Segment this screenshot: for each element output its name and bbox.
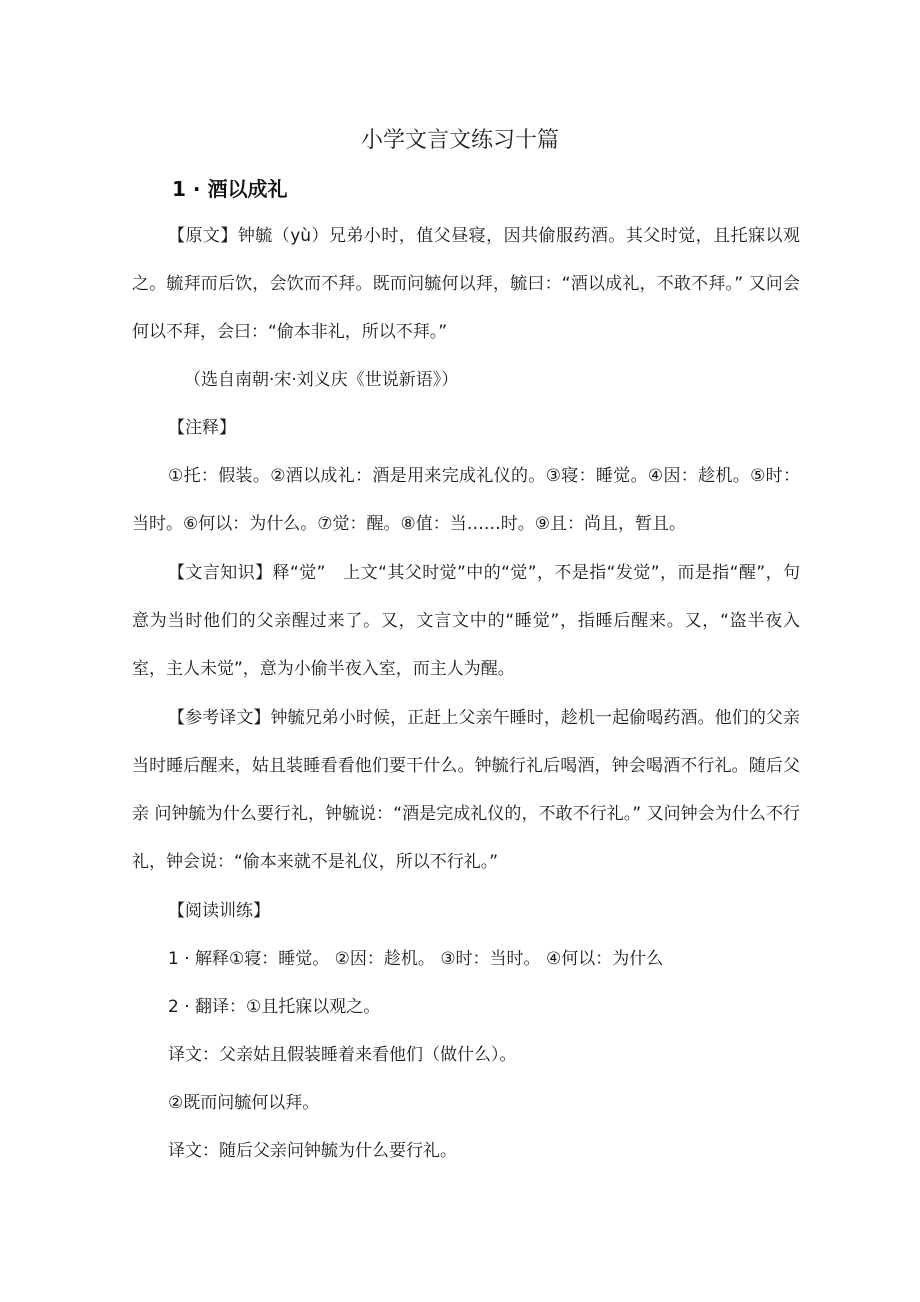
translation-paragraph: 【参考译文】钟毓兄弟小时候，正赶上父亲午睡时，趁机一起偷喝药酒。他们的父亲当时睡后醒来，姑且装睡看看他们要干什么。钟毓行礼后喝酒，钟会喝酒不行礼。随后父亲 问钟毓为什么要行礼，钟毓说：“酒是完成礼仪的，不敢不行礼。” 又问钟会为什么不行礼，钟会说：“偷本来就不是礼仪，所以不行礼。” (132, 708, 800, 872)
exercise-2-translation-2: 译文：随后父亲问钟毓为什么要行礼。 (168, 1141, 457, 1161)
exercise-2-question-2: ②既而问毓何以拜。 (168, 1093, 320, 1113)
original-text-paragraph: 【原文】钟毓（yù）兄弟小时，值父昼寝，因共偷服药酒。其父时觉，且托寐以观之。毓拜而后饮，会饮而不拜。既而问毓何以拜，毓曰：“酒以成礼，不敢不拜。” 又问会何以不拜，会曰：“偷本非礼，所以不拜。” (132, 226, 800, 342)
notes-block (132, 452, 800, 548)
knowledge-paragraph: 【文言知识】释“觉” 上文“其父时觉”中的“觉”，不是指“发觉”，而是指“醒”，句意为当时他们的父亲醒过来了。又，文言文中的“睡觉”，指睡后醒来。又，“盗半夜入室，主人未觉”，意为小偷半夜入室，而主人为醒。 (132, 563, 800, 679)
exercise-1: 1 · 解释①寝：睡觉。 ②因：趁机。 ③时：当时。 ④何以：为什么 (168, 949, 664, 969)
document-title: 小学文言文练习十篇 (360, 128, 559, 153)
knowledge-block (132, 549, 800, 693)
exercise-2-translation-1: 译文：父亲姑且假装睡着来看他们（做什么）。 (168, 1045, 517, 1065)
original-text-block (132, 212, 800, 356)
section-heading: 1 · 酒以成礼 (172, 177, 288, 201)
translation-block (132, 694, 800, 886)
notes-paragraph: ①托：假装。②酒以成礼：酒是用来完成礼仪的。③寝：睡觉。④因：趁机。⑤时：当时。⑥何以：为什么。⑦觉：醒。⑧值：当……时。⑨且：尚且，暂且。 (132, 466, 800, 534)
notes-heading: 【注释】 (168, 418, 236, 438)
reading-heading: 【阅读训练】 (168, 901, 270, 921)
source-citation: （选自南朝·宋·刘义庆《世说新语》） (184, 370, 459, 390)
exercise-2: 2 · 翻译：①且托寐以观之。 (168, 997, 381, 1017)
